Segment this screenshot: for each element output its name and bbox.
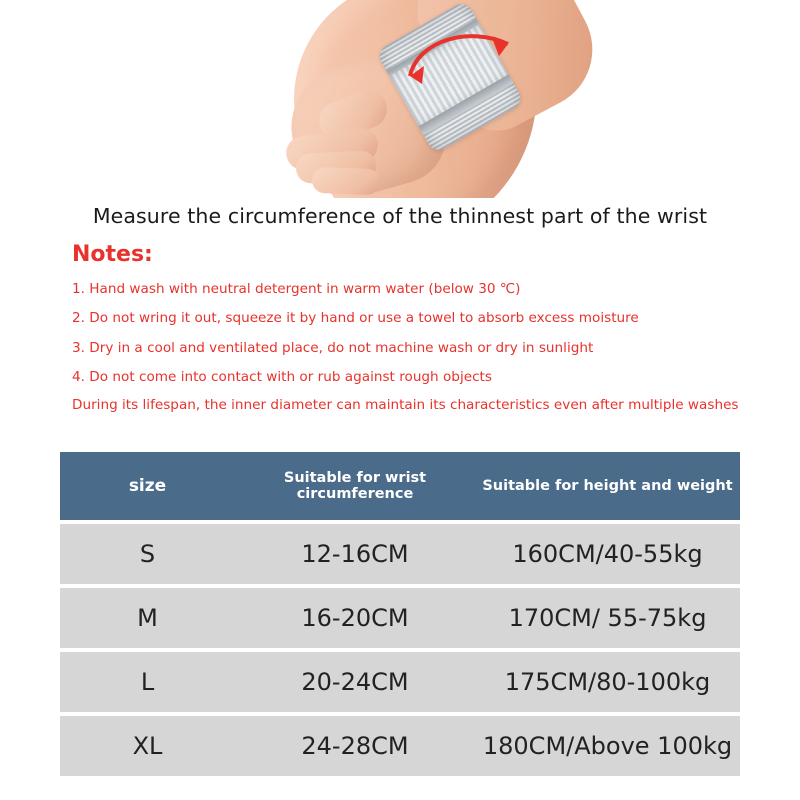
cell-wrist: 24-28CM — [235, 716, 475, 776]
note-item-4: 4. Do not come into contact with or rub against rough objects — [72, 369, 492, 386]
table-row — [60, 588, 740, 648]
table-header-row — [60, 452, 740, 520]
notes-section — [0, 228, 800, 413]
table-row — [60, 652, 740, 712]
cell-height-weight: 170CM/ 55-75kg — [475, 588, 740, 648]
size-table — [60, 448, 740, 780]
cell-height-weight: 175CM/80-100kg — [475, 652, 740, 712]
hero-photo — [0, 0, 800, 198]
note-item-1: 1. Hand wash with neutral detergent in warm water (below 30 ℃) — [72, 281, 521, 297]
header-wrist-circumference: Suitable for wrist circumference — [235, 452, 475, 520]
size-table-body — [60, 524, 740, 776]
header-size: size — [60, 452, 235, 520]
notes-title: Notes: — [72, 242, 153, 267]
cell-size: S — [60, 524, 235, 584]
rotation-arrow-icon — [400, 18, 530, 128]
page-title: Measure the circumference of the thinnest part of the wrist — [92, 204, 708, 228]
cell-height-weight: 160CM/40-55kg — [475, 524, 740, 584]
cell-wrist: 16-20CM — [235, 588, 475, 648]
table-row — [60, 524, 740, 584]
cell-height-weight: 180CM/Above 100kg — [475, 716, 740, 776]
table-row — [60, 716, 740, 776]
cell-wrist: 12-16CM — [235, 524, 475, 584]
cell-size: L — [60, 652, 235, 712]
cell-size: M — [60, 588, 235, 648]
cell-size: XL — [60, 716, 235, 776]
notes-footer: During its lifespan, the inner diameter can maintain its characteristics even after multiple washes — [72, 396, 739, 413]
note-item-2: 2. Do not wring it out, squeeze it by hand or use a towel to absorb excess moisture — [72, 310, 639, 327]
header-height-weight: Suitable for height and weight — [475, 452, 740, 520]
note-item-3: 3. Dry in a cool and ventilated place, do not machine wash or dry in sunlight — [72, 339, 594, 356]
size-table-head — [60, 452, 740, 520]
cell-wrist: 20-24CM — [235, 652, 475, 712]
finger-shape-3 — [312, 167, 381, 195]
